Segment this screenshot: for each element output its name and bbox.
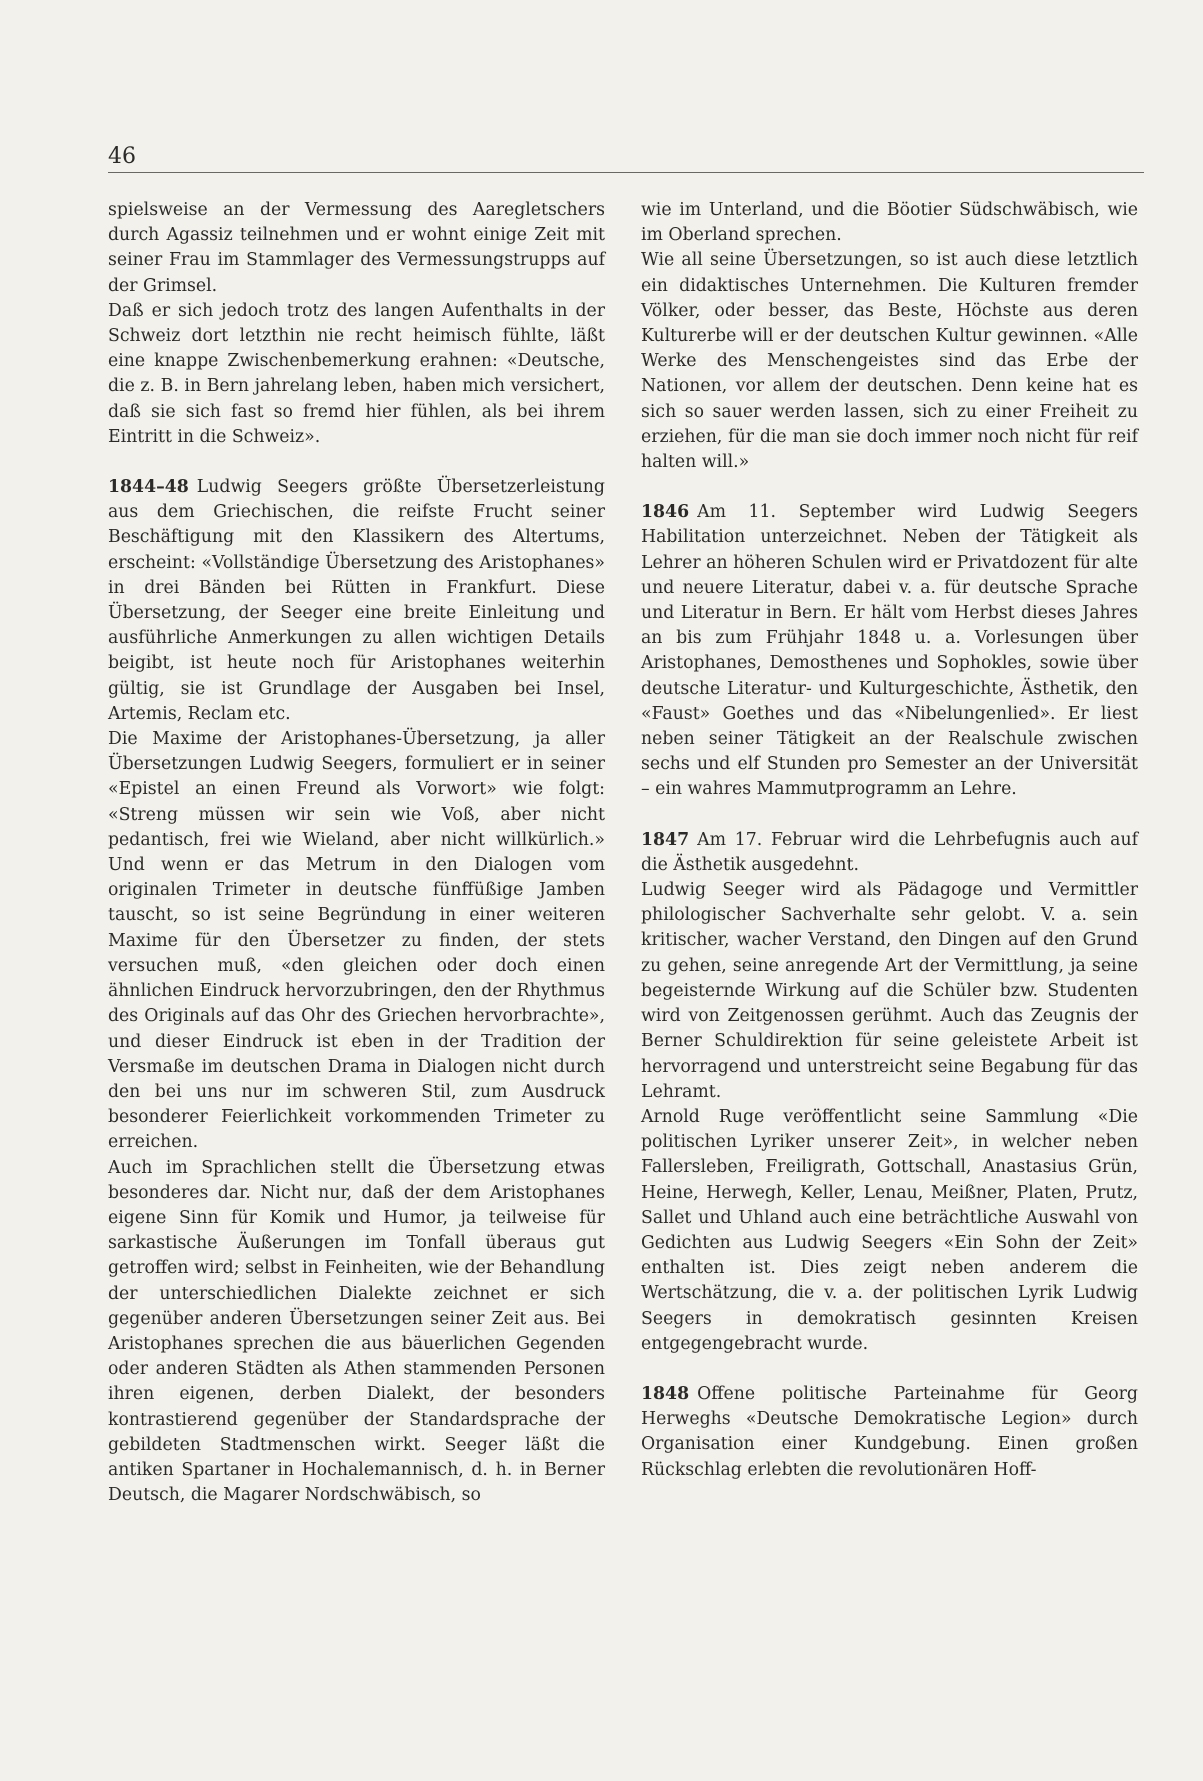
entry-year: 1846 xyxy=(641,502,690,523)
paragraph: wie im Unterland, und die Böotier Südschwäbisch, wie im Oberland sprechen. xyxy=(641,200,1138,246)
entry-year: 1847 xyxy=(641,829,690,850)
timeline-entry-1848 xyxy=(641,1382,1138,1483)
timeline-entry-1844 xyxy=(108,475,605,727)
entry-text: Am 11. September wird Ludwig Seegers Habilitation unterzeichnet. Neben der Tätigkeit als Lehrer an höheren Schulen wird er Privatdozent für alte und neuere Literatur, dabei v. a. für deutsche Sprache und Literatur in Bern. Er hält vom Herbst dieses Jahres an bis zum Frühjahr 1848 u. a. Vorlesungen über Aristophanes, Demosthenes und Sophokles, sowie über deutsche Literatur- und Kulturgeschichte, Ästhetik, den «Faust» Goethes und das «Nibelungenlied». Er liest neben seiner Tätigkeit an der Realschule zwischen sechs und elf Stunden pro Semester an der Universität – ein wahres Mammutprogramm an Lehre. xyxy=(641,502,1138,800)
entry-text: Offene politische Parteinahme für Georg Herweghs «Deutsche Demokratische Legion» durch Organisation einer Kundgebung. Einen großen Rückschlag erlebten die revolutionären Hoff- xyxy=(641,1383,1138,1480)
right-column xyxy=(641,198,1138,1483)
header-rule xyxy=(108,172,1144,173)
paragraph: Die Maxime der Aristophanes-Übersetzung, ja aller Übersetzungen Ludwig Seegers, formuliert er in seiner «Epistel an einen Freund als Vorwort» wie folgt: «Streng müssen wir sein wie Voß, aber nicht pedantisch, frei wie Wieland, aber nicht willkürlich.» Und wenn er das Metrum in den Dialogen vom originalen Trimeter in deutsche fünffüßige Jamben tauscht, so ist seine Begründung in einer weiteren Maxime für den Übersetzer zu finden, der stets versuchen muß, «den gleichen oder doch einen ähnlichen Eindruck hervorzubringen, den der Rhythmus des Originals auf das Ohr des Griechen hervorbrachte», und dieser Eindruck ist eben in der Tradition der Versmaße im deutschen Drama in Dialogen nicht durch den bei uns nur im schweren Stil, zum Ausdruck besonderer Feierlichkeit vorkommenden Trimeter zu erreichen. xyxy=(108,729,605,1153)
entry-year: 1848 xyxy=(641,1383,690,1404)
paragraph: spielsweise an der Vermessung des Aaregletschers durch Agassiz teilnehmen und er wohnt einige Zeit mit seiner Frau im Stammlager des Vermessungstrupps auf der Grimsel. xyxy=(108,200,605,296)
paragraph: Auch im Sprachlichen stellt die Übersetzung etwas besonderes dar. Nicht nur, daß der dem Aristophanes eigene Sinn für Komik und Humor, ja teilweise für sarkastische Äußerungen im Tonfall überaus gut getroffen wird; selbst in Feinheiten, wie der Behandlung der unterschiedlichen Dialekte zeichnet er sich gegenüber anderen Übersetzungen seiner Zeit aus. Bei Aristophanes sprechen die aus bäuerlichen Gegenden oder anderen Städten als Athen stammenden Personen ihren eigenen, derben Dialekt, der besonders kontrastierend gegenüber der Standardsprache der gebildeten Stadtmenschen wirkt. Seeger läßt die antiken Spartaner in Hochalemannisch, d. h. in Berner Deutsch, die Magarer Nordschwäbisch, so xyxy=(108,1157,605,1506)
page-number: 46 xyxy=(108,144,136,169)
paragraph: Wie all seine Übersetzungen, so ist auch diese letztlich ein didaktisches Unternehmen. Die Kulturen fremder Völker, oder besser, das Beste, Höchste aus deren Kulturerbe will er der deutschen Kultur gewinnen. «Alle Werke des Menschengeistes sind das Erbe der Nationen, vor allem der deutschen. Denn keine hat es sich so sauer werden lassen, sich zu einer Freiheit zu erziehen, für die man sie doch immer noch nicht für reif halten will.» xyxy=(641,250,1138,473)
timeline-entry-1846 xyxy=(641,500,1138,802)
paragraph: Daß er sich jedoch trotz des langen Aufenthalts in der Schweiz dort letzthin nie recht heimisch fühlte, läßt eine knappe Zwischenbemerkung erahnen: «Deutsche, die z. B. in Bern jahrelang leben, haben mich versichert, daß sie sich fast so fremd hier fühlen, als bei ihrem Eintritt in die Schweiz». xyxy=(108,300,605,447)
entry-text: Ludwig Seegers größte Übersetzerleistung aus dem Griechischen, die reifste Frucht seiner Beschäftigung mit den Klassikern des Altertums, erscheint: «Vollständige Übersetzung des Aristophanes» in drei Bänden bei Rütten in Frankfurt. Diese Übersetzung, der Seeger eine breite Einleitung und ausführliche Anmerkungen zu allen wichtigen Details beigibt, ist heute noch für Aristophanes weiterhin gültig, sie ist Grundlage der Ausgaben bei Insel, Artemis, Reclam etc. xyxy=(108,477,605,724)
paragraph: Ludwig Seeger wird als Pädagoge und Vermittler philologischer Sachverhalte sehr gelobt. V. a. sein kritischer, wacher Verstand, den Dingen auf den Grund zu gehen, seine anregende Art der Vermittlung, ja seine begeisternde Wirkung auf die Schüler bzw. Studenten wird von Zeitgenossen gerühmt. Auch das Zeugnis der Berner Schuldirektion für seine geleistete Arbeit ist hervorragend und unterstreicht seine Begabung für das Lehramt. xyxy=(641,880,1138,1102)
entry-text: Am 17. Februar wird die Lehrbefugnis auch auf die Ästhetik ausgedehnt. xyxy=(641,829,1138,875)
paragraph: Arnold Ruge veröffentlicht seine Sammlung «Die politischen Lyriker unserer Zeit», in welcher neben Fallersleben, Freiligrath, Gottschall, Anastasius Grün, Heine, Herwegh, Keller, Lenau, Meißner, Platen, Prutz, Sallet und Uhland auch eine beträchtliche Auswahl von Gedichten aus Ludwig Seegers «Ein Sohn der Zeit» enthalten ist. Dies zeigt neben anderem die Wertschätzung, die v. a. der politischen Lyrik Ludwig Seegers in demokratisch gesinnten Kreisen entgegengebracht wurde. xyxy=(641,1106,1138,1354)
timeline-entry-1847 xyxy=(641,828,1138,878)
entry-year: 1844–48 xyxy=(108,477,189,498)
left-column xyxy=(108,198,605,1508)
